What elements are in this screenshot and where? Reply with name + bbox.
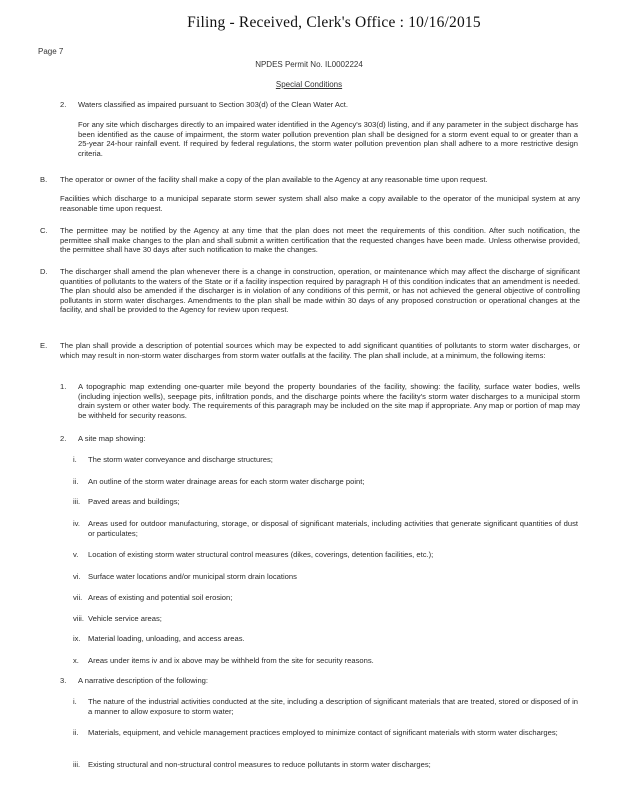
site-item-text: Areas of existing and potential soil erosion; [88, 593, 233, 602]
site-item-text: Paved areas and buildings; [88, 497, 180, 506]
item-1-text: A topographic map extending one-quarter mile beyond the property boundaries of the facility, showing: the facility, surface water bodies, wells (including injection wells), seepage pits, infiltration ponds, and the discharge points where the facility's storm water discharges to a municipal storm drain system or other water body. The requirements of this paragraph may be included on the site map if appropriate. Any map or portion of map may be withheld for security reasons. [78, 382, 580, 420]
site-item-marker: x. [73, 656, 79, 665]
site-item-marker: v. [73, 550, 79, 559]
section-title: Special Conditions [275, 80, 343, 89]
filing-stamp: Filing - Received, Clerk's Office : 10/16/2015 [187, 14, 481, 31]
site-item-text: Surface water locations and/or municipal storm drain locations [88, 572, 297, 581]
para-c-text: The permittee may be notified by the Agency at any time that the plan does not meet the requirements of this condition. After such notification, the permittee shall make changes to the plan and shall submit a written certification that the requested changes have been made. Unless otherwise provided, the permittee shall have 30 days after such notification to make the changes. [60, 226, 580, 255]
site-item-marker: ix. [73, 634, 81, 643]
para-e-text: The plan shall provide a description of potential sources which may be expected to add significant quantities of pollutants to storm water discharges, or which may result in non-storm water discharges from storm water outfalls at the facility. The plan shall include, at a minimum, the following items: [60, 341, 580, 360]
item-2-marker: 2. [60, 434, 67, 443]
item-2-text: A site map showing: [78, 434, 146, 443]
site-item-marker: viii. [73, 614, 84, 623]
site-item-marker: vii. [73, 593, 83, 602]
para-b-marker: B. [40, 175, 48, 184]
site-item-text: Location of existing storm water structural control measures (dikes, coverings, detention facilities, etc.); [88, 550, 434, 559]
narrative-item-marker: ii. [73, 728, 79, 737]
item-3-marker: 3. [60, 676, 67, 685]
para-2-heading: Waters classified as impaired pursuant to Section 303(d) of the Clean Water Act. [78, 100, 348, 109]
para-2-marker: 2. [60, 100, 67, 109]
site-item-text: An outline of the storm water drainage areas for each storm water discharge point; [88, 477, 365, 486]
para-b-body: Facilities which discharge to a municipal separate storm sewer system shall also make a copy available to the operator of the municipal system at any reasonable time upon request. [60, 194, 580, 213]
narrative-item-text: Materials, equipment, and vehicle management practices employed to minimize contact of significant materials with storm water discharges; [88, 728, 558, 737]
para-b-heading: The operator or owner of the facility shall make a copy of the plan available to the Agency at any reasonable time upon request. [60, 175, 488, 184]
site-item-text: Areas used for outdoor manufacturing, storage, or disposal of significant materials, including activities that generate significant quantities of dust or particulates; [88, 519, 578, 538]
site-item-text: The storm water conveyance and discharge structures; [88, 455, 273, 464]
item-3-text: A narrative description of the following: [78, 676, 209, 685]
site-item-marker: i. [73, 455, 77, 464]
para-e-marker: E. [40, 341, 48, 350]
para-2-body: For any site which discharges directly to an impaired water identified in the Agency's 303(d) listing, and if any parameter in the subject discharge has been identified as the cause of impairment, the storm water pollution prevention plan shall be designed for a storm event equal to or greater than a 25-year 24-hour rainfall event. If required by federal regulations, the storm water pollution prevention plan shall adhere to a more restrictive design criteria. [78, 120, 578, 158]
narrative-item-text: Existing structural and non-structural control measures to reduce pollutants in storm water discharges; [88, 760, 431, 769]
narrative-item-text: The nature of the industrial activities conducted at the site, including a description of significant materials that are treated, stored or disposed of in a manner to allow exposure to storm water; [88, 697, 578, 716]
site-item-marker: iv. [73, 519, 81, 528]
permit-number: NPDES Permit No. IL0002224 [255, 60, 363, 69]
item-1-marker: 1. [60, 382, 67, 391]
site-item-marker: ii. [73, 477, 79, 486]
site-item-marker: vi. [73, 572, 81, 581]
page-number: Page 7 [38, 47, 64, 56]
narrative-item-marker: iii. [73, 760, 81, 769]
site-item-text: Areas under items iv and ix above may be withheld from the site for security reasons. [88, 656, 374, 665]
site-item-text: Vehicle service areas; [88, 614, 162, 623]
narrative-item-marker: i. [73, 697, 77, 706]
para-d-text: The discharger shall amend the plan whenever there is a change in construction, operation, or maintenance which may affect the discharge of significant quantities of pollutants to the waters of the State or if a facility inspection required by paragraph H of this condition indicates that an amendment is needed. The plan should also be amended if the discharger is in violation of any conditions of this permit, or has not achieved the general objective of controlling pollutants in storm water discharges. Amendments to the plan shall be made within 30 days of any proposed construction or operational changes at the facility, and shall be provided to the Agency for review upon request. [60, 267, 580, 315]
site-item-marker: iii. [73, 497, 81, 506]
para-d-marker: D. [40, 267, 48, 276]
para-c-marker: C. [40, 226, 48, 235]
site-item-text: Material loading, unloading, and access areas. [88, 634, 245, 643]
